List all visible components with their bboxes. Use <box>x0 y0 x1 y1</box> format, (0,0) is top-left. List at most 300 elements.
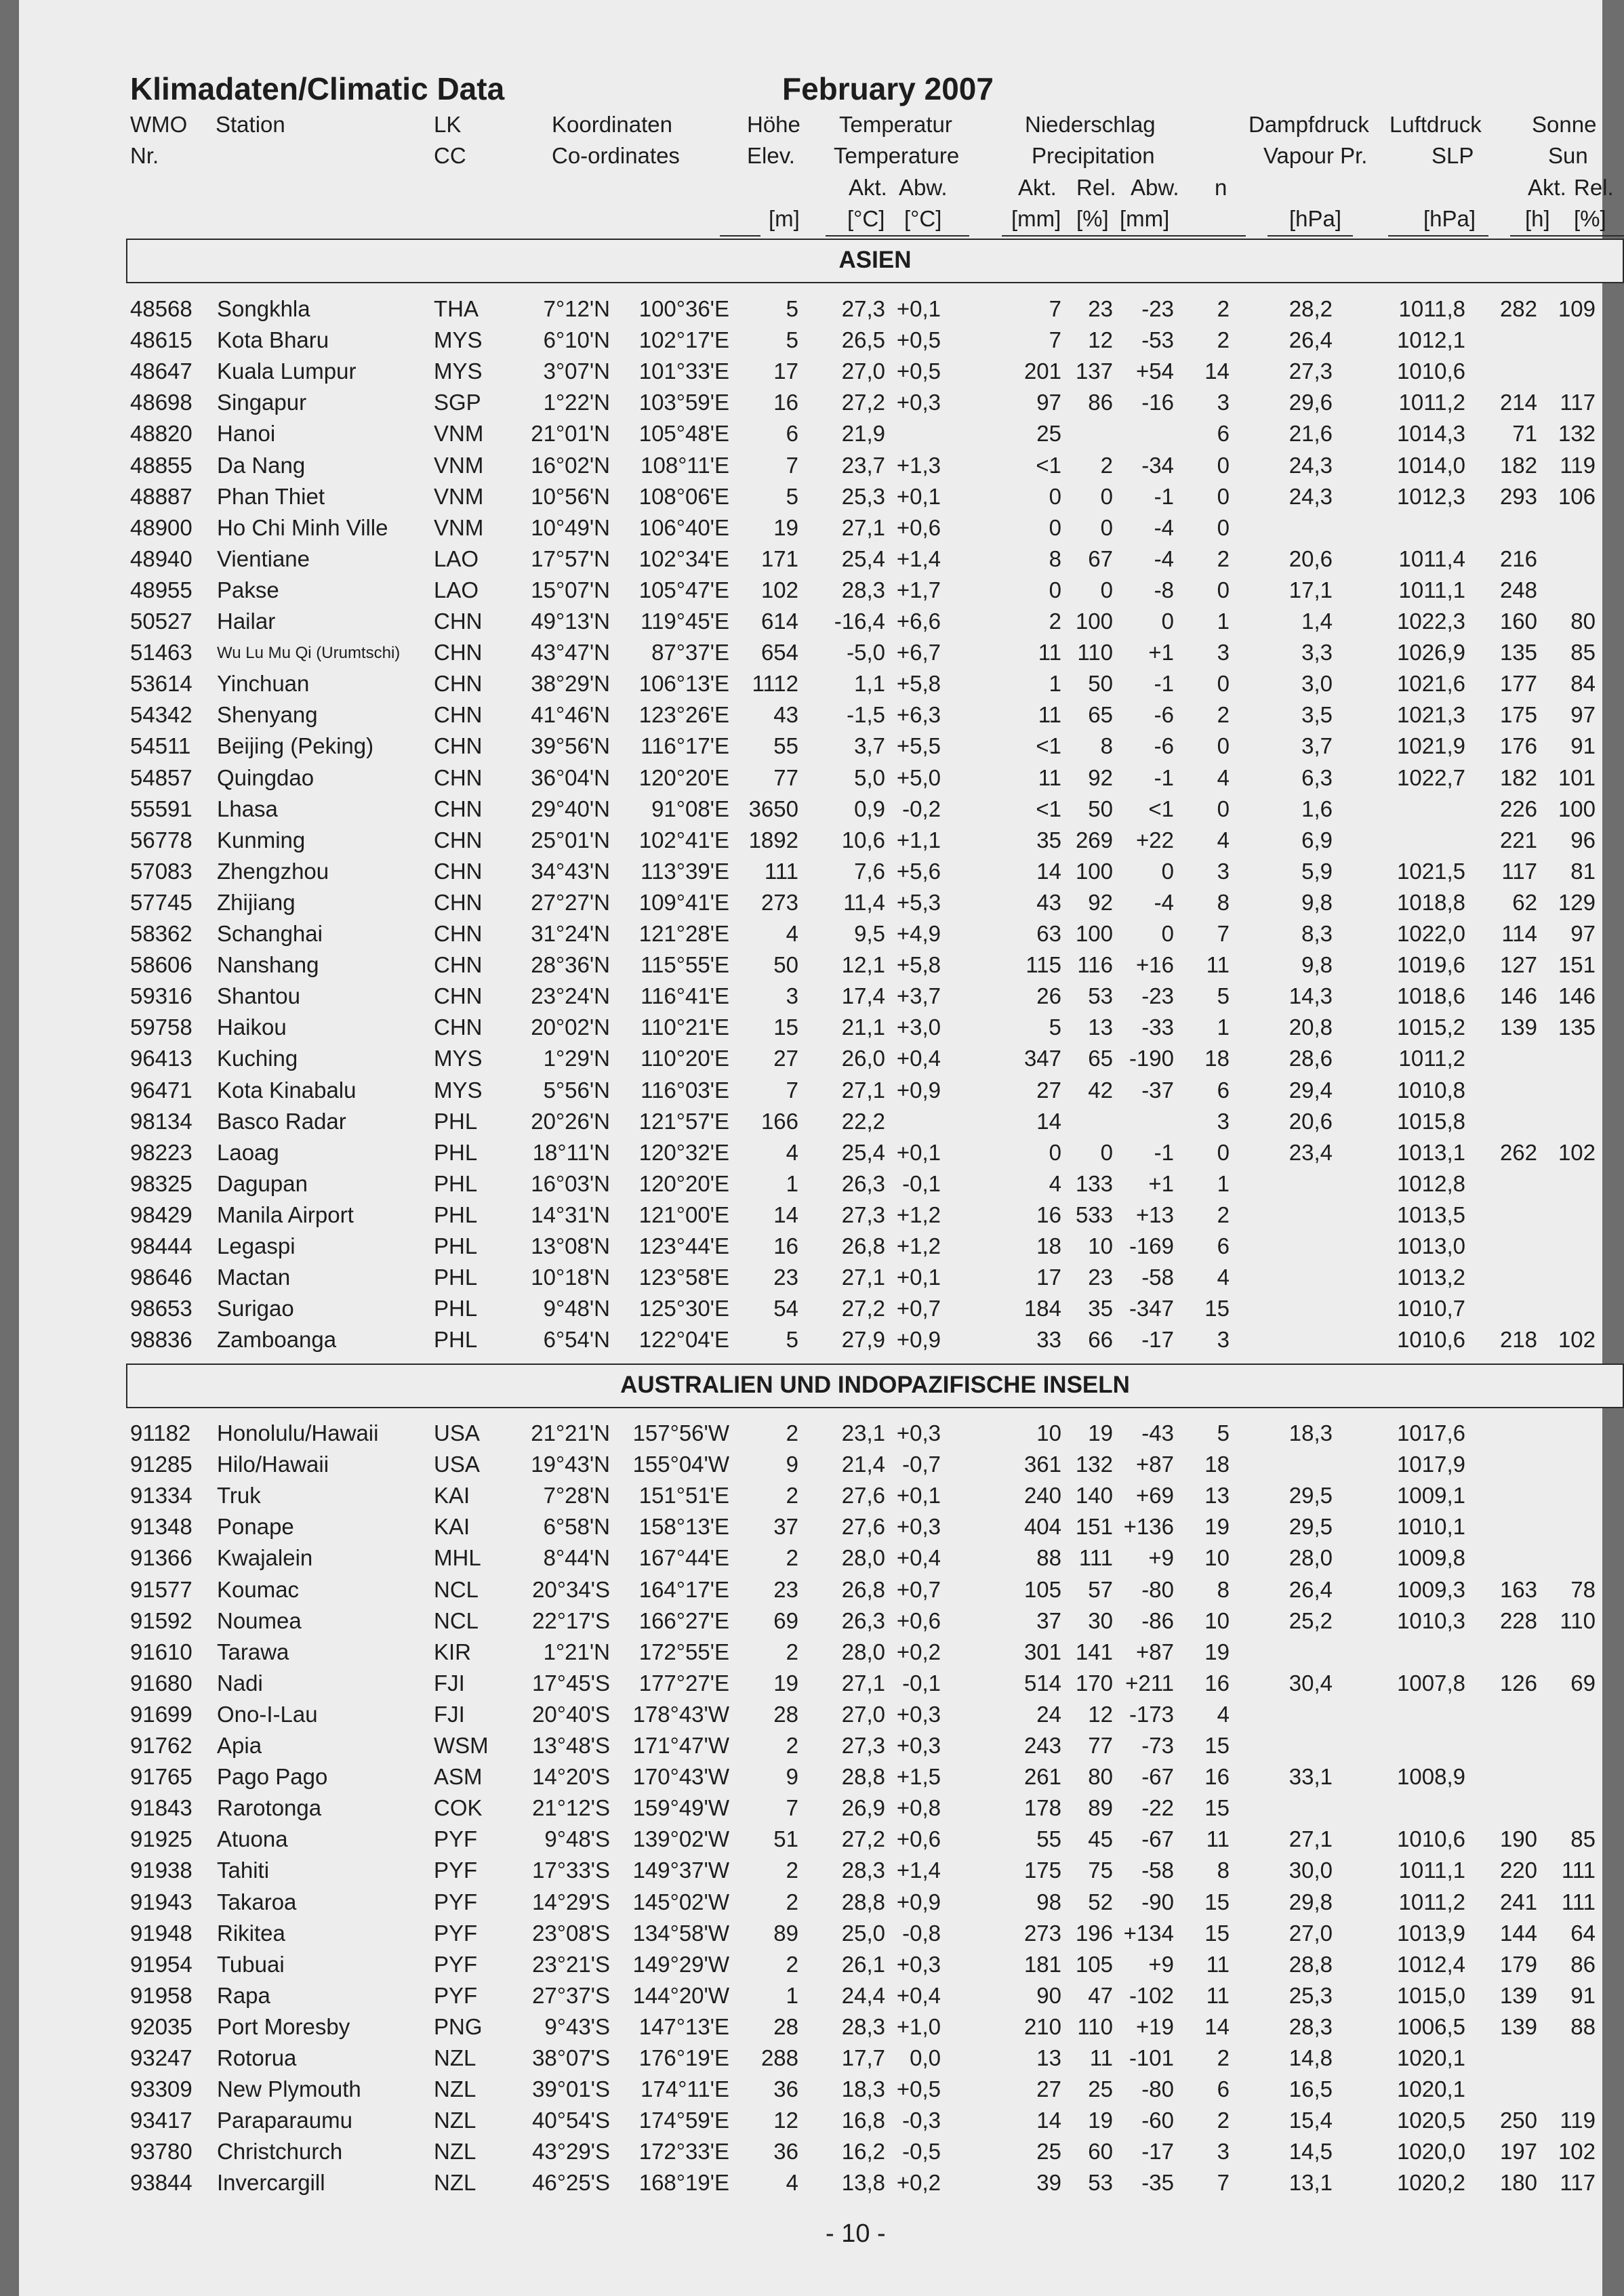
lon-cell: 102°34'E <box>638 546 729 571</box>
precip-dev-cell: +9 <box>1148 1951 1174 1977</box>
lat-cell: 13°08'N <box>531 1233 610 1258</box>
temp-dev-cell: +0,8 <box>896 1795 941 1821</box>
lon-cell: 155°04'W <box>632 1452 729 1477</box>
slp-cell: 1009,8 <box>1397 1545 1465 1571</box>
cc-cell: NZL <box>434 2045 476 2070</box>
temp-cell: 27,2 <box>841 1296 885 1321</box>
precip-dev-cell: -1 <box>1154 1139 1174 1165</box>
rain-days-cell: 10 <box>1204 1545 1230 1571</box>
temp-cell: 26,8 <box>841 1233 885 1258</box>
lat-cell: 21°01'N <box>531 421 610 447</box>
temp-cell: 27,9 <box>841 1327 885 1353</box>
lat-cell: 8°44'N <box>543 1545 610 1571</box>
precip-rel-cell: 57 <box>1088 1576 1113 1602</box>
table-row <box>19 1140 1602 1171</box>
table-row <box>19 1078 1602 1109</box>
precip-dev-cell: +16 <box>1136 952 1174 978</box>
unit-p-rel: [%] <box>1076 206 1109 231</box>
slp-cell: 1010,1 <box>1397 1514 1465 1540</box>
temp-dev-cell: +0,5 <box>896 2076 941 2102</box>
wmo-cell: 48615 <box>130 327 192 353</box>
sun-cell: 180 <box>1499 2170 1537 2196</box>
rain-days-cell: 0 <box>1217 483 1230 509</box>
slp-cell: 1013,5 <box>1397 1202 1465 1227</box>
sun-cell: 216 <box>1499 546 1537 571</box>
lon-cell: 158°13'E <box>638 1514 729 1540</box>
temp-dev-cell: +0,3 <box>896 1420 941 1446</box>
precip-rel-cell: 110 <box>1077 640 1113 665</box>
lat-cell: 20°34'S <box>532 1576 610 1602</box>
rain-days-cell: 15 <box>1204 1733 1230 1758</box>
cc-cell: CHN <box>434 983 483 1009</box>
sun-cell: 71 <box>1512 421 1537 447</box>
vapour-cell: 29,6 <box>1288 390 1333 415</box>
station-cell: Tubuai <box>217 1951 285 1977</box>
wmo-cell: 91954 <box>130 1951 192 1977</box>
sun-rel-cell: 151 <box>1558 952 1596 978</box>
wmo-cell: 92035 <box>130 2013 192 2039</box>
slp-cell: 1021,5 <box>1397 858 1465 884</box>
temp-cell: 27,1 <box>841 514 885 540</box>
precip-rel-cell: 45 <box>1088 1826 1113 1852</box>
col-vapour-pr: Vapour Pr. <box>1263 143 1368 168</box>
wmo-cell: 91577 <box>130 1576 192 1602</box>
precip-cell: 184 <box>1023 1296 1061 1321</box>
rain-days-cell: 15 <box>1204 1296 1230 1321</box>
cc-cell: MYS <box>434 1077 483 1103</box>
sun-cell: 135 <box>1499 640 1537 665</box>
sun-cell: 220 <box>1499 1858 1537 1883</box>
lon-cell: 106°13'E <box>638 671 729 697</box>
precip-rel-cell: 110 <box>1077 2013 1113 2039</box>
vapour-cell: 27,1 <box>1288 1826 1333 1852</box>
temp-cell: 25,0 <box>841 1920 885 1946</box>
cc-cell: USA <box>434 1452 480 1477</box>
unit-s-rel: [%] <box>1574 206 1606 231</box>
precip-cell: 243 <box>1023 1733 1061 1758</box>
station-cell: Kunming <box>217 827 306 853</box>
precip-dev-cell: -347 <box>1129 1296 1174 1321</box>
cc-cell: CHN <box>434 702 483 728</box>
col-sl-pressure: SLP <box>1432 143 1474 168</box>
precip-cell: 404 <box>1023 1514 1061 1540</box>
precip-rel-cell: 52 <box>1088 1889 1113 1914</box>
height-cell: 1 <box>786 1982 798 2008</box>
lat-cell: 9°48'S <box>544 1826 610 1852</box>
rain-days-cell: 8 <box>1217 1858 1230 1883</box>
height-cell: 9 <box>786 1452 798 1477</box>
cc-cell: PHL <box>434 1170 478 1196</box>
cc-cell: PHL <box>434 1139 478 1165</box>
lon-cell: 144°20'W <box>632 1982 729 2008</box>
lat-cell: 6°58'N <box>543 1514 610 1540</box>
temp-dev-cell: +5,8 <box>896 952 941 978</box>
height-cell: 3650 <box>748 796 798 821</box>
cc-cell: CHN <box>434 827 483 853</box>
page-number: - 10 - <box>826 2219 886 2248</box>
precip-dev-cell: -1 <box>1154 483 1174 509</box>
rain-days-cell: 18 <box>1204 1046 1230 1071</box>
station-cell: Truk <box>217 1483 261 1509</box>
precip-cell: 201 <box>1023 358 1061 384</box>
lon-cell: 171°47'W <box>632 1733 729 1758</box>
lat-cell: 10°18'N <box>531 1265 610 1290</box>
table-row <box>19 796 1602 827</box>
station-cell: Paraparaumu <box>217 2108 352 2133</box>
precip-dev-cell: 0 <box>1161 609 1174 634</box>
station-cell: Nadi <box>217 1670 263 1696</box>
vapour-cell: 28,6 <box>1288 1046 1333 1071</box>
table-row <box>19 671 1602 702</box>
height-cell: 1892 <box>748 827 798 853</box>
rain-days-cell: 16 <box>1204 1764 1230 1790</box>
sun-cell: 182 <box>1499 764 1537 790</box>
sun-cell: 127 <box>1499 952 1537 978</box>
precip-cell: <1 <box>1036 452 1061 478</box>
temp-cell: 28,8 <box>841 1889 885 1914</box>
lon-cell: 147°13'E <box>638 2013 729 2039</box>
precip-rel-cell: 30 <box>1088 1607 1113 1633</box>
lon-cell: 178°43'W <box>632 1701 729 1727</box>
wmo-cell: 48820 <box>130 421 192 447</box>
lat-cell: 1°22'N <box>543 390 610 415</box>
precip-cell: 27 <box>1036 1077 1061 1103</box>
table-row <box>19 827 1602 859</box>
cc-cell: PHL <box>434 1296 478 1321</box>
cc-cell: PHL <box>434 1233 478 1258</box>
temp-dev-cell: +6,3 <box>896 702 941 728</box>
table-row <box>19 1171 1602 1202</box>
table-row <box>19 1702 1602 1733</box>
table-row <box>19 1889 1602 1921</box>
lon-cell: 100°36'E <box>638 296 729 321</box>
precip-dev-cell: -173 <box>1129 1701 1174 1727</box>
cc-cell: PYF <box>434 1951 478 1977</box>
precip-rel-cell: 50 <box>1088 796 1113 821</box>
lat-cell: 36°04'N <box>531 764 610 790</box>
lon-cell: 170°43'W <box>632 1764 729 1790</box>
sun-cell: 177 <box>1499 671 1537 697</box>
precip-cell: 2 <box>1049 609 1061 634</box>
precip-dev-cell: -4 <box>1154 546 1174 571</box>
section-title: AUSTRALIEN UND INDOPAZIFISCHE INSELN <box>620 1372 1130 1398</box>
slp-cell: 1022,3 <box>1397 609 1465 634</box>
slp-cell: 1015,2 <box>1397 1014 1465 1040</box>
temp-dev-cell: +5,8 <box>896 671 941 697</box>
precip-dev-cell: -33 <box>1141 1014 1174 1040</box>
precip-cell: 14 <box>1036 2108 1061 2133</box>
precip-dev-cell: -101 <box>1129 2045 1174 2070</box>
station-cell: Hailar <box>217 609 276 634</box>
cc-cell: LAO <box>434 546 479 571</box>
temp-cell: 27,0 <box>841 358 885 384</box>
sub-s-akt: Akt. <box>1528 175 1566 200</box>
vapour-cell: 8,3 <box>1301 921 1333 946</box>
station-cell: Mactan <box>217 1265 291 1290</box>
temp-cell: 28,8 <box>841 1764 885 1790</box>
precip-cell: 7 <box>1049 296 1061 321</box>
slp-cell: 1020,1 <box>1397 2076 1465 2102</box>
precip-cell: 240 <box>1023 1483 1061 1509</box>
temp-dev-cell: +0,1 <box>896 483 941 509</box>
station-cell: Manila Airport <box>217 1202 354 1227</box>
lat-cell: 22°17'S <box>532 1607 610 1633</box>
table-row <box>19 327 1602 358</box>
lon-cell: 116°03'E <box>641 1077 729 1103</box>
sun-rel-cell: 78 <box>1570 1576 1596 1602</box>
precip-rel-cell: 105 <box>1075 1951 1113 1977</box>
temp-dev-cell: +0,4 <box>896 1046 941 1071</box>
cc-cell: NZL <box>434 2139 476 2165</box>
period-title: February 2007 <box>782 71 994 106</box>
precip-rel-cell: 23 <box>1088 296 1113 321</box>
vapour-cell: 28,3 <box>1288 2013 1333 2039</box>
lat-cell: 29°40'N <box>531 796 610 821</box>
precip-cell: 63 <box>1036 921 1061 946</box>
temp-cell: 25,4 <box>841 546 885 571</box>
slp-cell: 1013,0 <box>1397 1233 1465 1258</box>
wmo-cell: 91680 <box>130 1670 192 1696</box>
unit-vapour: [hPa] <box>1289 206 1342 231</box>
temp-cell: 27,6 <box>841 1483 885 1509</box>
wmo-cell: 57083 <box>130 858 192 884</box>
precip-cell: 273 <box>1023 1920 1061 1946</box>
precip-rel-cell: 133 <box>1075 1170 1113 1196</box>
precip-dev-cell: -17 <box>1141 2139 1174 2165</box>
temp-dev-cell: +0,6 <box>896 1607 941 1633</box>
precip-rel-cell: 0 <box>1100 514 1113 540</box>
cc-cell: FJI <box>434 1670 465 1696</box>
vapour-cell: 14,5 <box>1288 2139 1333 2165</box>
slp-cell: 1011,2 <box>1398 1046 1465 1071</box>
lon-cell: 123°58'E <box>638 1265 729 1290</box>
lon-cell: 177°27'E <box>638 1670 729 1696</box>
height-cell: 2 <box>786 1858 798 1883</box>
precip-dev-cell: -80 <box>1141 1576 1174 1602</box>
rain-days-cell: 4 <box>1217 827 1230 853</box>
temp-cell: 28,0 <box>841 1639 885 1664</box>
precip-dev-cell: -1 <box>1154 764 1174 790</box>
precip-rel-cell: 35 <box>1088 1296 1113 1321</box>
lat-cell: 40°54'S <box>532 2108 610 2133</box>
height-cell: 6 <box>786 421 798 447</box>
wmo-cell: 91938 <box>130 1858 192 1883</box>
precip-rel-cell: 2 <box>1100 452 1113 478</box>
wmo-cell: 98325 <box>130 1170 192 1196</box>
lon-cell: 108°06'E <box>638 483 729 509</box>
cc-cell: MYS <box>434 358 483 384</box>
precip-rel-cell: 67 <box>1088 546 1113 571</box>
slp-cell: 1013,1 <box>1397 1139 1465 1165</box>
temp-cell: 28,3 <box>841 1858 885 1883</box>
table-row <box>19 983 1602 1014</box>
vapour-cell: 25,2 <box>1288 1607 1333 1633</box>
temp-cell: 26,0 <box>841 1046 885 1071</box>
lat-cell: 43°29'S <box>532 2139 610 2165</box>
table-row <box>19 733 1602 764</box>
unit-slp: [hPa] <box>1423 206 1476 231</box>
precip-dev-cell: -35 <box>1141 2170 1174 2196</box>
lat-cell: 5°56'N <box>543 1077 610 1103</box>
sun-cell: 197 <box>1499 2139 1537 2165</box>
station-cell: Honolulu/Hawaii <box>217 1420 379 1446</box>
temp-cell: -16,4 <box>834 609 885 634</box>
precip-cell: 181 <box>1023 1951 1061 1977</box>
cc-cell: CHN <box>434 671 483 697</box>
height-cell: 1112 <box>752 671 798 697</box>
precip-rel-cell: 60 <box>1088 2139 1113 2165</box>
precip-rel-cell: 80 <box>1088 1764 1113 1790</box>
wmo-cell: 48568 <box>130 296 192 321</box>
height-cell: 273 <box>760 889 798 915</box>
vapour-cell: 25,3 <box>1288 1982 1333 2008</box>
rain-days-cell: 11 <box>1206 1982 1230 2008</box>
temp-cell: 10,6 <box>841 827 885 853</box>
temp-cell: 9,5 <box>854 921 885 946</box>
lat-cell: 6°54'N <box>543 1327 610 1353</box>
underline-slp <box>1388 235 1488 237</box>
rain-days-cell: 1 <box>1217 1014 1230 1040</box>
cc-cell: WSM <box>434 1733 489 1758</box>
cc-cell: PHL <box>434 1327 478 1353</box>
vapour-cell: 9,8 <box>1301 952 1333 978</box>
slp-cell: 1008,9 <box>1397 1764 1465 1790</box>
wmo-cell: 48698 <box>130 390 192 415</box>
lat-cell: 43°47'N <box>531 640 610 665</box>
temp-dev-cell: +5,6 <box>896 858 941 884</box>
precip-rel-cell: 75 <box>1088 1858 1113 1883</box>
precip-cell: 27 <box>1036 2076 1061 2102</box>
unit-t-abw: [°C] <box>904 206 942 231</box>
height-cell: 614 <box>760 609 798 634</box>
rain-days-cell: 4 <box>1217 764 1230 790</box>
cc-cell: MYS <box>434 1046 483 1071</box>
station-cell: Da Nang <box>217 452 306 478</box>
precip-cell: 98 <box>1036 1889 1061 1914</box>
lat-cell: 20°40'S <box>532 1701 610 1727</box>
temp-dev-cell: +0,6 <box>896 514 941 540</box>
vapour-cell: 15,4 <box>1288 2108 1333 2133</box>
wmo-cell: 91762 <box>130 1733 192 1758</box>
station-cell: Laoag <box>217 1139 279 1165</box>
rain-days-cell: 10 <box>1204 1607 1230 1633</box>
height-cell: 23 <box>773 1265 798 1290</box>
precip-cell: 37 <box>1036 1607 1061 1633</box>
precip-cell: 13 <box>1036 2045 1061 2070</box>
lat-cell: 28°36'N <box>531 952 610 978</box>
station-cell: Apia <box>217 1733 262 1758</box>
table-row <box>19 609 1602 640</box>
station-cell: New Plymouth <box>217 2076 361 2102</box>
precip-rel-cell: 0 <box>1100 577 1113 602</box>
rain-days-cell: 1 <box>1217 609 1230 634</box>
section-header-asia <box>126 239 1624 283</box>
precip-dev-cell: -4 <box>1154 889 1174 915</box>
lon-cell: 105°48'E <box>638 421 729 447</box>
lat-cell: 17°33'S <box>532 1858 610 1883</box>
precip-dev-cell: +87 <box>1136 1452 1174 1477</box>
lat-cell: 27°27'N <box>531 889 610 915</box>
sun-rel-cell: 146 <box>1558 983 1596 1009</box>
precip-rel-cell: 66 <box>1088 1327 1113 1353</box>
sub-s-rel: Rel. <box>1574 175 1614 200</box>
temp-cell: -1,5 <box>847 702 885 728</box>
lat-cell: 15°07'N <box>531 577 610 602</box>
vapour-cell: 14,8 <box>1288 2045 1333 2070</box>
rain-days-cell: 19 <box>1204 1639 1230 1664</box>
underline-precip <box>1002 235 1246 237</box>
rain-days-cell: 15 <box>1204 1920 1230 1946</box>
rain-days-cell: 2 <box>1217 296 1230 321</box>
cc-cell: CHN <box>434 796 483 821</box>
precip-rel-cell: 13 <box>1088 1014 1113 1040</box>
precip-rel-cell: 170 <box>1075 1670 1113 1696</box>
height-cell: 654 <box>760 640 798 665</box>
cc-cell: NCL <box>434 1576 479 1602</box>
wmo-cell: 91948 <box>130 1920 192 1946</box>
slp-cell: 1009,1 <box>1397 1483 1465 1509</box>
table-row <box>19 1014 1602 1046</box>
cc-cell: PYF <box>434 1889 478 1914</box>
precip-dev-cell: +134 <box>1123 1920 1174 1946</box>
station-cell: Tahiti <box>217 1858 270 1883</box>
vapour-cell: 29,5 <box>1288 1483 1333 1509</box>
vapour-cell: 9,8 <box>1301 889 1333 915</box>
wmo-cell: 91366 <box>130 1545 192 1571</box>
col-temperature: Temperature <box>834 143 960 168</box>
precip-cell: 24 <box>1036 1701 1061 1727</box>
sun-cell: 146 <box>1499 983 1537 1009</box>
lat-cell: 1°21'N <box>543 1639 610 1664</box>
lat-cell: 27°37'S <box>532 1982 610 2008</box>
lat-cell: 10°56'N <box>531 483 610 509</box>
table-row <box>19 952 1602 983</box>
sun-rel-cell: 97 <box>1570 702 1596 728</box>
slp-cell: 1012,1 <box>1397 327 1465 353</box>
sun-rel-cell: 81 <box>1570 858 1596 884</box>
slp-cell: 1018,8 <box>1397 889 1465 915</box>
rain-days-cell: 3 <box>1217 858 1230 884</box>
station-cell: Kota Kinabalu <box>217 1077 357 1103</box>
sun-cell: 175 <box>1499 702 1537 728</box>
precip-dev-cell: 0 <box>1161 921 1174 946</box>
slp-cell: 1012,8 <box>1397 1170 1465 1196</box>
table-row <box>19 1327 1602 1358</box>
temp-cell: 25,3 <box>841 483 885 509</box>
unit-p-akt: [mm] <box>1011 206 1061 231</box>
precip-dev-cell: +1 <box>1148 1170 1174 1196</box>
sun-cell: 218 <box>1499 1327 1537 1353</box>
cc-cell: VNM <box>434 452 484 478</box>
temp-dev-cell: +4,9 <box>896 921 941 946</box>
precip-rel-cell: 533 <box>1075 1202 1113 1227</box>
rain-days-cell: 3 <box>1217 640 1230 665</box>
table-row <box>19 2076 1602 2108</box>
lon-cell: 167°44'E <box>638 1545 729 1571</box>
lon-cell: 123°44'E <box>638 1233 729 1258</box>
table-row <box>19 1233 1602 1265</box>
wmo-cell: 56778 <box>130 827 192 853</box>
table-row <box>19 1733 1602 1764</box>
cc-cell: VNM <box>434 421 484 447</box>
height-cell: 9 <box>786 1764 798 1790</box>
temp-dev-cell: +0,6 <box>896 1826 941 1852</box>
slp-cell: 1014,0 <box>1397 452 1465 478</box>
cc-cell: NCL <box>434 1607 479 1633</box>
station-cell: Songkhla <box>217 296 310 321</box>
rain-days-cell: 0 <box>1217 796 1230 821</box>
precip-dev-cell: -169 <box>1129 1233 1174 1258</box>
